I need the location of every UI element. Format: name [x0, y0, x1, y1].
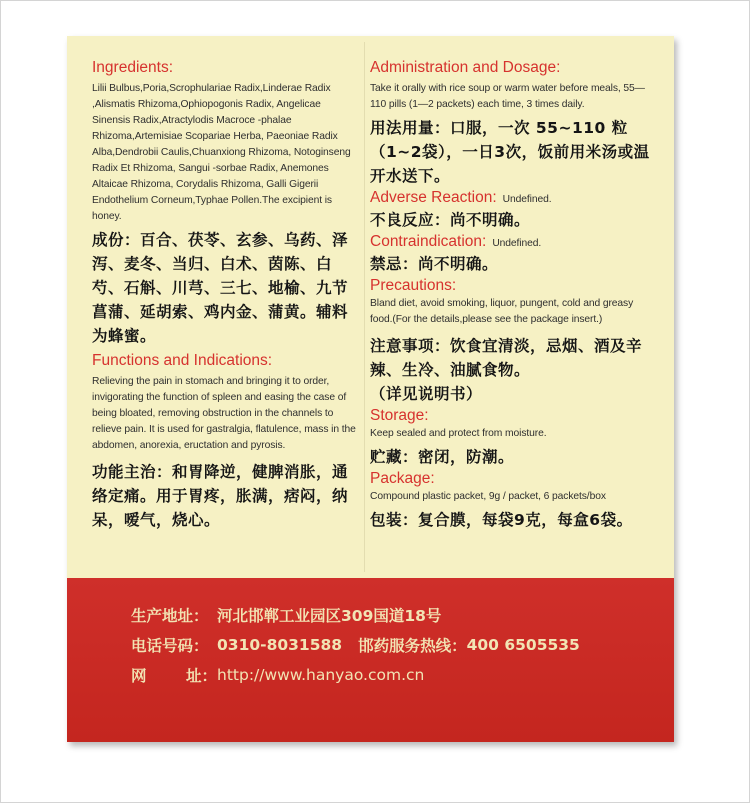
- website-label-part1: 网: [131, 667, 147, 685]
- ingredients-heading: Ingredients:: [92, 59, 173, 76]
- precautions-heading: Precautions:: [370, 277, 457, 294]
- dosage-zh: 用法用量：口服，一次 55~110 粒（1~2袋），一日3次，饭前用米汤或温开水送下。: [370, 119, 650, 185]
- adverse-zh: 不良反应：尚不明确。: [370, 211, 531, 229]
- address-label: 生产地址：: [131, 607, 209, 625]
- precautions-en: Bland diet, avoid smoking, liquor, pungent, cold and greasy food.(For the details,please see the package insert.): [370, 298, 634, 325]
- address-row: [131, 600, 580, 630]
- contraindication-zh: 禁忌：尚不明确。: [370, 255, 499, 273]
- red-footer-band: [67, 578, 674, 742]
- dosage-en: Take it orally with rice soup or warm water before meals, 55—110 pills (1—2 packets) each time, 3 times daily.: [370, 83, 645, 110]
- phone-label: 电话号码：: [131, 637, 209, 655]
- manufacturer-info: [131, 600, 580, 690]
- address-value: 河北邯郸工业园区309国道18号: [217, 607, 442, 625]
- ingredients-zh: 成份：百合、茯苓、玄参、乌药、泽泻、麦冬、当归、白术、茵陈、白芍、石斛、川芎、三七、地榆、九节菖蒲、延胡索、鸡内金、蒲黄。辅料为蜂蜜。: [92, 231, 349, 345]
- storage-heading: Storage:: [370, 407, 429, 424]
- functions-heading: Functions and Indications:: [92, 352, 273, 369]
- precautions-zh-note: （详见说明书）: [370, 385, 483, 403]
- hotline-value: 400 6505535: [466, 636, 580, 654]
- dosage-heading: Administration and Dosage:: [370, 59, 561, 76]
- package-en: Compound plastic packet, 9g / packet, 6 packets/box: [370, 491, 606, 502]
- precautions-zh: 注意事项：饮食宜清淡，忌烟、酒及辛辣、生冷、油腻食物。: [370, 337, 643, 379]
- storage-zh: 贮藏：密闭，防潮。: [370, 448, 515, 466]
- website-url[interactable]: http://www.hanyao.com.cn: [217, 666, 425, 684]
- functions-en: Relieving the pain in stomach and bringing it to order, invigorating the function of spleen and easing the case of being bloated, removing obstruction in the channels to relieve pain. It is used for gastralgia, flatulence, mass in the abdomen, anorexia, eructation and pyrosis.: [92, 376, 356, 451]
- adverse-en: Undefined.: [502, 194, 552, 205]
- website-label-part2: 址：: [185, 667, 217, 685]
- adverse-heading: Adverse Reaction:: [370, 189, 497, 206]
- hotline-label: 邯药服务热线：: [358, 637, 467, 655]
- phone-row: [131, 630, 580, 660]
- package-zh: 包装：复合膜，每袋9克，每盒6袋。: [370, 511, 633, 529]
- package-heading: Package:: [370, 470, 435, 487]
- left-column: [92, 58, 360, 532]
- right-column: [370, 58, 652, 532]
- contraindication-heading: Contraindication:: [370, 233, 487, 250]
- ingredients-en: Lilii Bulbus,Poria,Scrophulariae Radix,Linderae Radix ,Alismatis Rhizoma,Ophiopogonis Radix, Angelicae Sinensis Radix,Atractylodis Macroce -phalae Rhizoma,Artemisiae Scopariae Herba, Paeoniae Radix Alba,Dendrobii Caulis,Chuanxiong Rhizoma, Notoginseng Radix Et Rhizoma, Sangui -sorbae Radix, Anemones Altaicae Rhizoma, Corydalis Rhizoma, Galli Gigerii Endothelium Corneum,Typhae Pollen.The excipient is honey.: [92, 83, 351, 222]
- column-divider: [364, 42, 365, 572]
- phone-value: 0310-8031588: [217, 636, 343, 654]
- website-label: [131, 664, 217, 686]
- adverse-reaction-row: [370, 188, 652, 208]
- website-row: [131, 660, 580, 690]
- functions-zh: 功能主治：和胃降逆，健脾消胀，通络定痛。用于胃疼，胀满，痞闷，纳呆，嗳气，烧心。: [92, 463, 349, 529]
- contraindication-row: [370, 232, 652, 252]
- medicine-box: [67, 36, 674, 742]
- storage-en: Keep sealed and protect from moisture.: [370, 428, 547, 439]
- contraindication-en: Undefined.: [492, 238, 542, 249]
